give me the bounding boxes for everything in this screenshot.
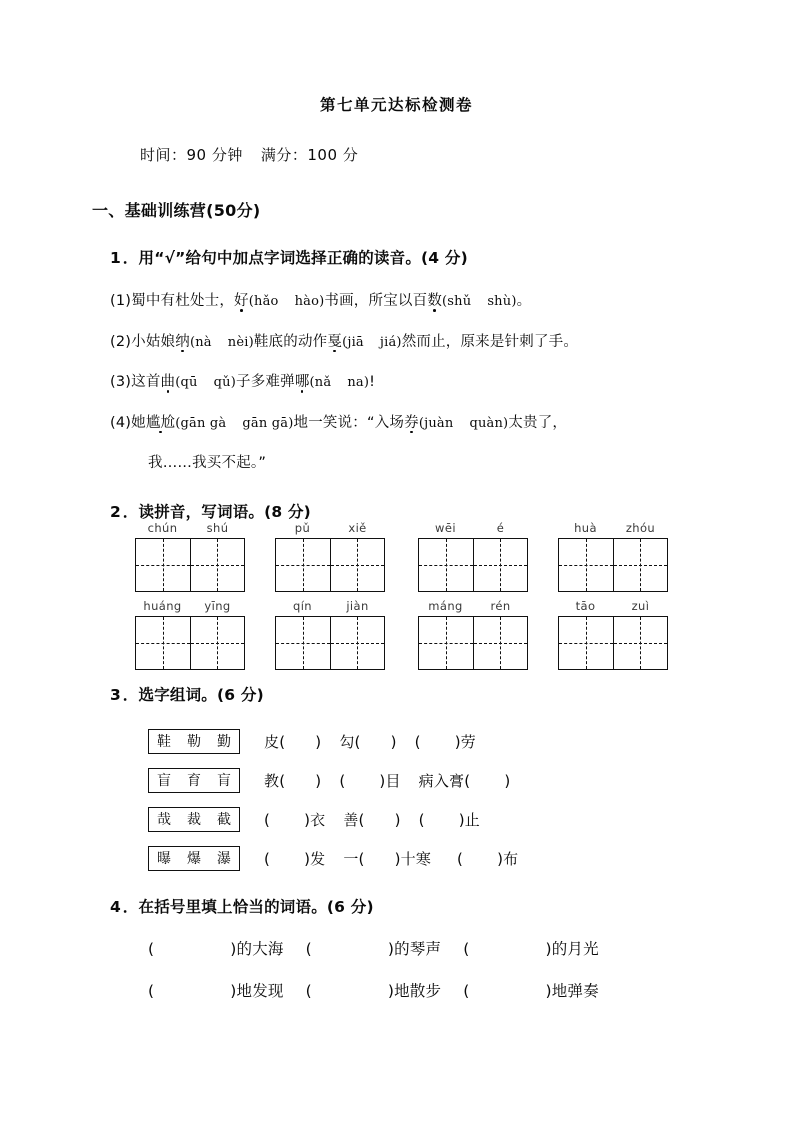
answer-part: )目 (379, 771, 401, 790)
blank-open-paren: ( (148, 940, 155, 958)
pinyin-choice-a[interactable]: (shǔ (442, 294, 472, 309)
question-2-text: 读拼音，写词语。(8 分) (138, 502, 311, 521)
char-option[interactable]: 肓 (217, 773, 231, 789)
pinyin-grid-6[interactable] (275, 598, 385, 670)
pinyin-syllable: xiě (348, 521, 367, 535)
question-1-text: 用“√”给句中加点字词选择正确的读音。(4 分) (138, 248, 468, 267)
question-3-rows (148, 726, 518, 873)
pinyin-choice-a[interactable]: (juàn (418, 415, 454, 431)
answer-part: ) (394, 810, 401, 829)
pinyin-choice-b[interactable]: jiá) (379, 334, 402, 350)
pinyin-label-group (135, 598, 245, 613)
char-option[interactable]: 瀑 (217, 851, 231, 867)
tianzige-cell[interactable] (276, 539, 330, 591)
pinyin-syllable: yīng (204, 599, 231, 613)
tianzige-cell[interactable] (559, 617, 613, 669)
pinyin-label-group (275, 520, 385, 535)
pinyin-choice-b[interactable]: nèi) (227, 334, 254, 350)
question-3-text: 选字组词。(6 分) (138, 686, 264, 704)
blank-open-paren: ( (305, 940, 312, 958)
pinyin-syllable: huà (574, 521, 597, 535)
pinyin-choice-a[interactable]: (nà (189, 334, 212, 350)
question-3-dot: ． (122, 686, 139, 704)
item-text-post: ! (369, 374, 376, 390)
char-option[interactable]: 育 (187, 773, 201, 789)
answer-part: ( (264, 810, 271, 829)
pinyin-grid-8[interactable] (558, 598, 668, 670)
section-heading-basic-training: 一、基础训练营(50分) (92, 200, 261, 220)
char-option[interactable]: 鞋 (157, 734, 171, 750)
emphasis-char: 曲 (160, 374, 176, 390)
question-1-number: 1 (110, 248, 123, 267)
question-2-stem (0, 471, 793, 521)
pinyin-label-group (558, 598, 668, 613)
answer-part: ) (390, 732, 397, 751)
tianzige-box[interactable] (135, 616, 245, 670)
blank-open-paren: ( (463, 940, 470, 958)
answer-part: ) (315, 732, 322, 751)
item-text-mid: 书画，所宝以百 (324, 293, 428, 309)
tianzige-box[interactable] (558, 538, 668, 592)
answer-part: )十寒 (394, 849, 432, 868)
emphasis-char: 好 (234, 293, 249, 309)
answer-part: ( (457, 849, 464, 868)
char-select-row-3 (148, 804, 518, 834)
item-text-pre: 这首 (131, 374, 161, 390)
answer-part: )衣 (304, 810, 326, 829)
pinyin-choice-a[interactable]: (qū (175, 375, 198, 390)
pinyin-choice-b[interactable]: quàn) (469, 415, 509, 431)
pinyin-grid-4[interactable] (558, 520, 668, 592)
answer-part: 皮( (264, 732, 286, 751)
pinyin-grid-3[interactable] (418, 520, 528, 592)
char-option[interactable]: 裁 (187, 812, 201, 828)
tianzige-box[interactable] (558, 616, 668, 670)
tianzige-cell[interactable] (330, 539, 384, 591)
pinyin-syllable: qín (293, 599, 312, 613)
blank-close-label: )地发现 (230, 982, 284, 1000)
char-select-answer-line[interactable] (264, 809, 480, 830)
item-text-mid: 地一笑说：“入场 (293, 414, 405, 431)
item-label: (2) (110, 333, 132, 350)
char-select-answer-line[interactable] (264, 770, 510, 791)
char-option[interactable]: 爆 (187, 851, 201, 867)
answer-part: )发 (304, 849, 326, 868)
char-option[interactable]: 曝 (157, 851, 171, 867)
question-1-item-4 (0, 390, 793, 431)
char-option-box[interactable] (148, 846, 240, 871)
pinyin-label-group (418, 520, 528, 535)
question-2-dot: ． (122, 502, 139, 521)
char-select-row-1 (148, 726, 518, 756)
answer-part: )止 (458, 810, 480, 829)
pinyin-label-group (135, 520, 245, 535)
time-limit-label: 时间：90 分钟 (140, 145, 243, 164)
tianzige-cell[interactable] (473, 617, 527, 669)
tianzige-cell[interactable] (559, 539, 613, 591)
pinyin-choice-b[interactable]: hào) (294, 294, 325, 309)
pinyin-choice-b[interactable]: qǔ) (213, 375, 236, 390)
pinyin-syllable: tāo (575, 599, 596, 613)
blank-close-label: )的大海 (230, 940, 284, 958)
question-1-stem (0, 219, 793, 267)
blank-close-label: )地散步 (387, 982, 442, 1000)
emphasis-char: 戛 (327, 333, 343, 350)
question-2-number: 2 (110, 502, 123, 521)
pinyin-grid-5[interactable] (135, 598, 245, 670)
question-4-text: 在括号里填上恰当的词语。(6 分) (138, 898, 374, 916)
full-score-label: 满分：100 分 (260, 145, 359, 164)
pinyin-syllable: é (496, 521, 505, 535)
char-select-row-2 (148, 765, 518, 795)
item-text-pre: 小姑娘 (131, 333, 176, 350)
answer-part: ) (315, 771, 322, 790)
item-text-mid: 子多难弹 (236, 374, 295, 390)
answer-part: ( (264, 849, 271, 868)
item-text-pre: 她 (131, 414, 146, 431)
pinyin-choice-a[interactable]: (gān gà (175, 415, 227, 431)
pinyin-label-group (418, 598, 528, 613)
pinyin-syllable: zuì (631, 599, 650, 613)
char-option[interactable]: 截 (217, 812, 231, 828)
blank-open-paren: ( (305, 982, 312, 1000)
item-label: (3) (110, 374, 132, 390)
tianzige-cell[interactable] (419, 617, 473, 669)
tianzige-cell[interactable] (613, 539, 667, 591)
answer-part: 教( (264, 771, 286, 790)
tianzige-cell[interactable] (190, 539, 244, 591)
tianzige-cell[interactable] (276, 617, 330, 669)
pinyin-grid-1[interactable] (135, 520, 245, 592)
item-label: (1) (110, 293, 132, 309)
answer-part: ) (504, 771, 511, 790)
answer-part: 善( (343, 810, 365, 829)
pinyin-syllable: chún (147, 521, 178, 535)
pinyin-choice-a[interactable]: (nǎ (309, 375, 332, 390)
char-option-box[interactable] (148, 768, 240, 793)
pinyin-syllable: máng (428, 599, 463, 613)
char-select-answer-line[interactable] (264, 848, 518, 869)
tianzige-cell[interactable] (473, 539, 527, 591)
pinyin-syllable: shú (206, 521, 229, 535)
page-title: 第七单元达标检测卷 (319, 96, 473, 114)
question-4-dot: ． (122, 898, 139, 916)
pinyin-choice-b[interactable]: shù) (487, 294, 517, 309)
pinyin-choice-b[interactable]: na) (347, 375, 370, 390)
tianzige-cell[interactable] (136, 617, 190, 669)
emphasis-char: 券 (404, 414, 419, 431)
question-4-number: 4 (110, 898, 123, 916)
answer-part: ( (414, 732, 421, 751)
question-4-stem (0, 900, 374, 916)
question-1-item-4-continuation: 我……我买不起。” (148, 455, 267, 471)
pinyin-syllable: pǔ (294, 521, 311, 535)
pinyin-choice-a[interactable]: (jiā (342, 334, 364, 350)
question-1-dot: ． (122, 248, 139, 267)
tianzige-box[interactable] (275, 616, 385, 670)
blank-close-label: )的琴声 (387, 940, 442, 958)
question-4-row-1 (0, 942, 599, 958)
char-option[interactable]: 盲 (157, 773, 171, 789)
exam-meta (0, 114, 793, 163)
tianzige-box[interactable] (418, 616, 528, 670)
tianzige-cell[interactable] (190, 617, 244, 669)
item-label: (4) (110, 414, 132, 431)
item-text-post: 然而止，原来是针刺了手。 (401, 333, 579, 350)
pinyin-syllable: rén (490, 599, 511, 613)
char-option[interactable]: 勒 (187, 734, 201, 750)
question-3-stem (0, 688, 264, 704)
question-1-item-2 (0, 309, 793, 350)
pinyin-choice-b[interactable]: gān gā) (242, 415, 294, 431)
item-text-pre: 蜀中有杜处士， (131, 293, 235, 309)
tianzige-cell[interactable] (613, 617, 667, 669)
tianzige-cell[interactable] (330, 617, 384, 669)
char-select-row-4 (148, 843, 518, 873)
emphasis-char: 数 (427, 293, 443, 309)
pinyin-grid-2[interactable] (275, 520, 385, 592)
char-option-box[interactable] (148, 729, 240, 754)
item-text-post: 太贵了， (508, 414, 568, 431)
char-select-answer-line[interactable] (264, 731, 476, 752)
emphasis-char: 哪 (294, 374, 310, 390)
tianzige-cell[interactable] (136, 539, 190, 591)
emphasis-char: 纳 (175, 333, 190, 350)
tianzige-cell[interactable] (419, 539, 473, 591)
tianzige-box[interactable] (418, 538, 528, 592)
blank-open-paren: ( (463, 982, 470, 1000)
answer-part: ( (418, 810, 425, 829)
pinyin-syllable: jiàn (346, 599, 369, 613)
pinyin-label-group (558, 520, 668, 535)
blank-close-label: )的月光 (545, 940, 599, 958)
pinyin-syllable: zhóu (625, 521, 656, 535)
blank-close-label: )地弹奏 (545, 982, 599, 1000)
question-1-item-3 (0, 349, 793, 390)
pinyin-syllable: huáng (143, 599, 182, 613)
tianzige-box[interactable] (135, 538, 245, 592)
answer-part: 勾( (339, 732, 361, 751)
answer-part: ( (339, 771, 346, 790)
char-option-box[interactable] (148, 807, 240, 832)
item-text-mid: 鞋底的动作 (253, 333, 328, 350)
question-4-row-2 (0, 984, 599, 1000)
question-1-item-1 (0, 266, 793, 309)
blank-open-paren: ( (148, 982, 155, 1000)
tianzige-box[interactable] (275, 538, 385, 592)
emphasis-char: 尴尬 (145, 414, 176, 431)
pinyin-label-group (275, 598, 385, 613)
pinyin-choice-a[interactable]: (hǎo (248, 294, 279, 309)
char-option[interactable]: 哉 (157, 812, 171, 828)
answer-part: )劳 (454, 732, 476, 751)
answer-part: )布 (497, 849, 519, 868)
answer-part: 一( (343, 849, 365, 868)
answer-part: 病入膏( (418, 771, 471, 790)
pinyin-grid-7[interactable] (418, 598, 528, 670)
question-3-number: 3 (110, 686, 123, 704)
item-text-post: 。 (516, 293, 532, 309)
char-option[interactable]: 勤 (217, 734, 231, 750)
pinyin-syllable: wēi (435, 521, 456, 535)
